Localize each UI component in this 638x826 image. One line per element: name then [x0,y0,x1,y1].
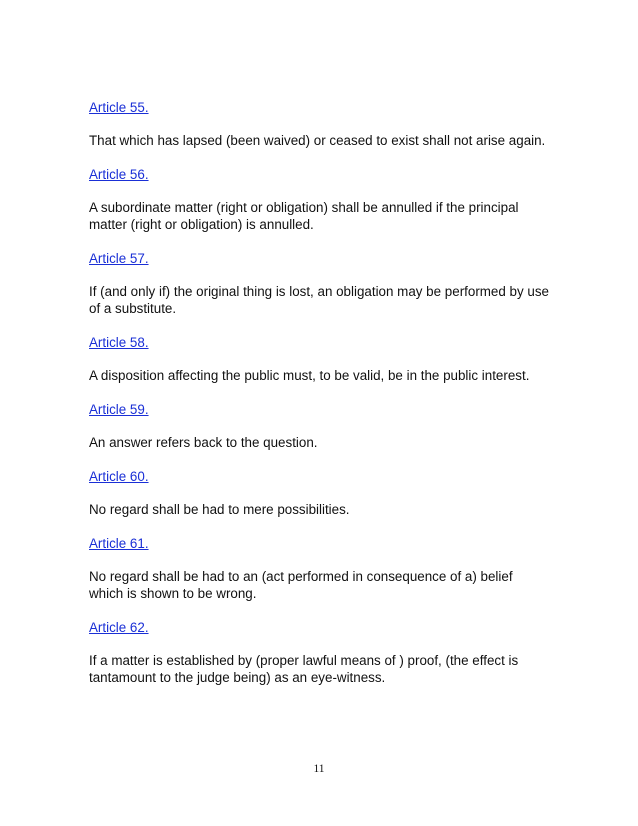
article-57-link[interactable]: Article 57. [89,251,149,266]
article-58-link[interactable]: Article 58. [89,335,149,350]
article-59-text: An answer refers back to the question. [89,435,318,450]
article-59-link[interactable]: Article 59. [89,402,149,417]
article-60-link[interactable]: Article 60. [89,469,149,484]
article-55-text: That which has lapsed (been waived) or ceased to exist shall not arise again. [89,133,546,148]
article-60-text: No regard shall be had to mere possibilities. [89,502,350,517]
article-55-link[interactable]: Article 55. [89,100,149,115]
article-56-text: A subordinate matter (right or obligation) shall be annulled if the principal matter (right or obligation) is annulled. [89,200,519,232]
article-61-text: No regard shall be had to an (act performed in consequence of a) belief which is shown to be wrong. [89,569,513,601]
article-57-text: If (and only if) the original thing is lost, an obligation may be performed by use of a substitute. [89,284,549,316]
article-58-text: A disposition affecting the public must, to be valid, be in the public interest. [89,368,530,383]
article-56-link[interactable]: Article 56. [89,167,149,182]
articles-list [89,99,549,703]
page-number: 11 [313,763,325,775]
article-62-text: If a matter is established by (proper lawful means of ) proof, (the effect is tantamount to the judge being) as an eye-witness. [89,653,519,685]
article-62-link[interactable]: Article 62. [89,620,149,635]
article-61-link[interactable]: Article 61. [89,536,149,551]
